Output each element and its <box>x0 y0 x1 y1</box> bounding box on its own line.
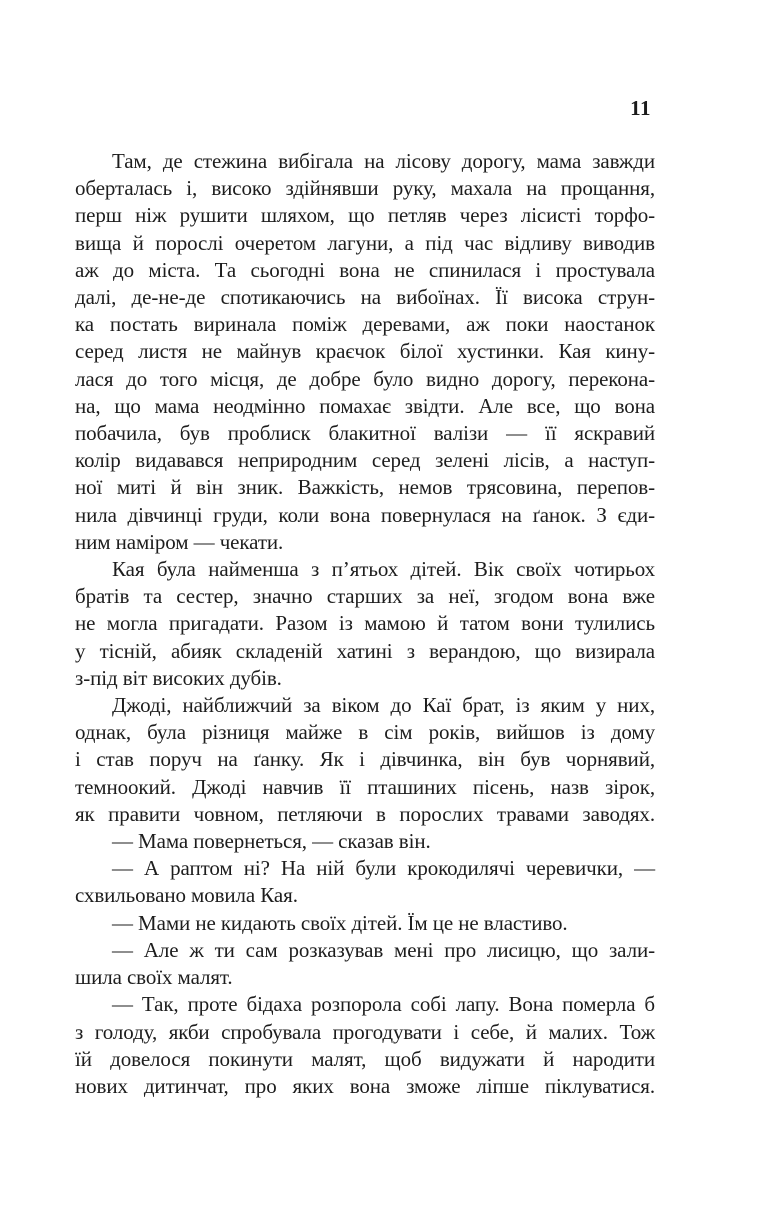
text-line: не могла пригадати. Разом із мамою й татом вони тулились <box>75 611 655 636</box>
text-line: вища й порослі очеретом лагуни, а під час відливу виводив <box>75 230 655 255</box>
text-line: побачила, був проблиск блакитної валізи — її яскравий <box>75 421 655 446</box>
text-line: Кая була найменша з п’ятьох дітей. Вік своїх чотирьох <box>112 557 655 582</box>
text-line: колір видавався неприродним серед зелені лісів, а наступ- <box>75 448 655 473</box>
text-line: як правити човном, петляючи в порослих травами заводях. <box>75 801 655 826</box>
text-line: їй довелося покинути малят, щоб видужати й народити <box>75 1046 655 1071</box>
text-block <box>75 148 655 1100</box>
text-line: і став поруч на ґанку. Як і дівчинка, він був чорнявий, <box>75 747 655 772</box>
text-line: Джоді, найближчий за віком до Каї брат, із яким у них, <box>112 693 655 718</box>
text-line: ним наміром — чекати. <box>75 529 284 554</box>
text-line: далі, де-не-де спотикаючись на вибоїнах. Її висока струн- <box>75 285 655 310</box>
text-line: ка постать виринала поміж деревами, аж поки наостанок <box>75 312 655 337</box>
text-line: серед листя не майнув краєчок білої хустинки. Кая кину- <box>75 339 655 364</box>
text-line: темноокий. Джоді навчив її пташиних пісень, назв зірок, <box>75 774 655 799</box>
text-line: нила дівчинці груди, коли вона повернулася на ґанок. З єди- <box>75 502 655 527</box>
text-line: — Мами не кидають своїх дітей. Їм це не властиво. <box>112 910 568 935</box>
text-line: лася до того місця, де добре було видно дорогу, перекона- <box>75 366 655 391</box>
text-line: у тісній, абияк складеній хатині з верандою, що визирала <box>75 638 655 663</box>
text-line: — Мама повернеться, — сказав він. <box>112 829 431 854</box>
text-line: Там, де стежина вибігала на лісову дорогу, мама завжди <box>112 149 655 173</box>
text-line: шила своїх малят. <box>75 965 233 990</box>
text-line: ної миті й він зник. Важкість, немов трясовина, перепов- <box>75 475 655 500</box>
text-line: аж до міста. Та сьогодні вона не спинилася і простувала <box>75 257 655 282</box>
text-line: — Так, проте бідаха розпорола собі лапу. Вона померла б <box>112 992 655 1017</box>
text-line: оберталась і, високо здійнявши руку, махала на прощання, <box>75 176 655 201</box>
text-line: з голоду, якби спробувала прогодувати і себе, й малих. Тож <box>75 1019 655 1044</box>
text-line: схвильовано мовила Кая. <box>75 883 298 908</box>
text-line: — А раптом ні? На ній були крокодилячі черевички, — <box>112 856 655 881</box>
text-line: братів та сестер, значно старших за неї, згодом вона вже <box>75 584 655 609</box>
page-number: 11 <box>630 96 651 120</box>
text-line: нових дитинчат, про яких вона зможе ліпше піклуватися. <box>75 1073 655 1098</box>
text-line: перш ніж рушити шляхом, що петляв через лісисті торфо- <box>75 203 655 228</box>
text-line: однак, була різниця майже в сім років, вийшов із дому <box>75 720 655 745</box>
text-line: на, що мама неодмінно помахає звідти. Але все, що вона <box>75 393 655 418</box>
text-line: — Але ж ти сам розказував мені про лисицю, що зали- <box>112 937 655 962</box>
text-line: з-під віт високих дубів. <box>75 665 282 690</box>
